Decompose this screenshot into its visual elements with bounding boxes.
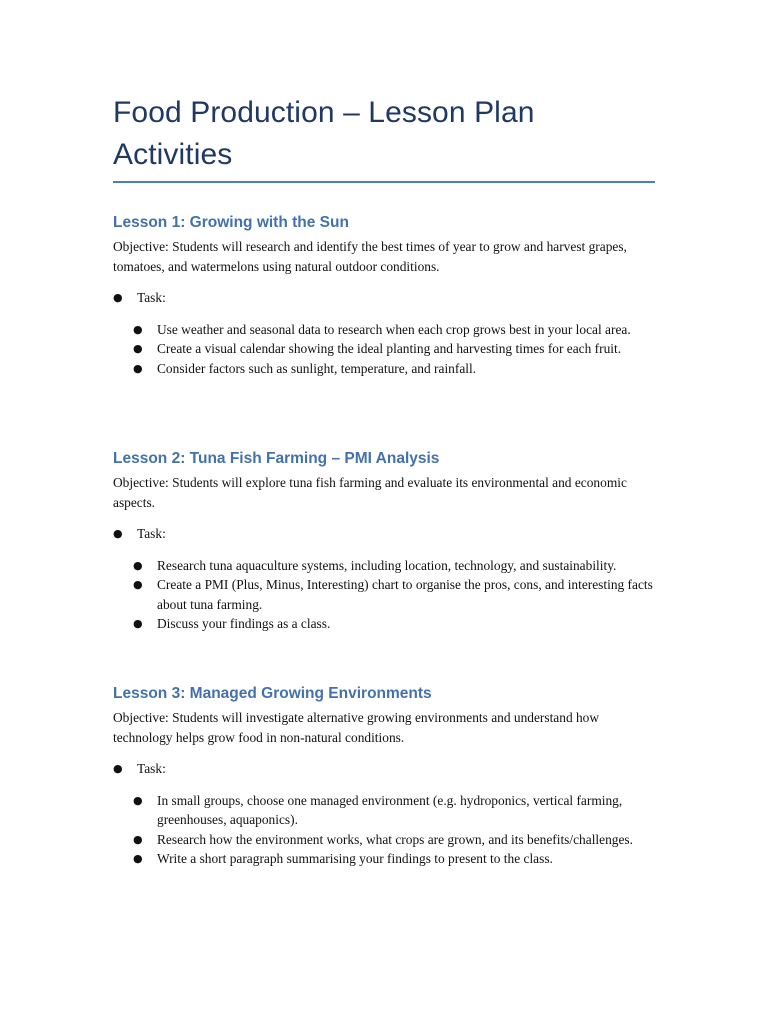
lesson-heading: Lesson 3: Managed Growing Environments xyxy=(113,685,432,702)
subtask-text: Use weather and seasonal data to research when each crop grows best in your local area. xyxy=(157,321,631,337)
list-item xyxy=(133,359,655,379)
task-label: Task: xyxy=(137,761,166,776)
title-line-1: Food Production – Lesson Plan xyxy=(113,96,535,129)
lesson-objective: Objective: Students will explore tuna fish farming and evaluate its environmental and economic aspects. xyxy=(113,475,627,510)
bullet-icon: ● xyxy=(133,793,143,807)
task-item xyxy=(113,524,655,544)
page-title xyxy=(113,92,655,176)
list-item xyxy=(133,575,655,614)
bullet-icon: ● xyxy=(113,762,123,775)
list-item xyxy=(133,320,655,340)
bullet-icon: ● xyxy=(133,322,143,336)
task-list xyxy=(113,759,655,779)
bullet-icon: ● xyxy=(133,832,143,846)
list-item xyxy=(133,791,655,830)
subtask-list xyxy=(113,320,655,379)
task-item xyxy=(113,288,655,308)
lesson-objective: Objective: Students will investigate alternative growing environments and understand how technology helps grow food in non-natural conditions. xyxy=(113,710,600,745)
task-item xyxy=(113,759,655,779)
bullet-icon: ● xyxy=(133,578,143,591)
lesson-heading: Lesson 2: Tuna Fish Farming – PMI Analysis xyxy=(113,450,440,467)
subtask-text: Create a visual calendar showing the ideal planting and harvesting times for each fruit. xyxy=(157,341,622,356)
bullet-icon: ● xyxy=(133,617,143,630)
lesson-objective: Objective: Students will research and identify the best times of year to grow and harvest grapes, tomatoes, and watermelons using natural outdoor conditions. xyxy=(113,239,627,274)
task-label: Task: xyxy=(137,290,166,305)
list-item xyxy=(133,849,655,869)
bullet-icon: ● xyxy=(133,342,143,355)
task-list xyxy=(113,524,655,544)
lesson-heading: Lesson 1: Growing with the Sun xyxy=(113,214,349,231)
task-label: Task: xyxy=(137,526,166,541)
subtask-text: Write a short paragraph summarising your findings to present to the class. xyxy=(157,851,553,866)
title-line-2: Activities xyxy=(113,138,233,171)
list-item xyxy=(133,556,655,576)
list-item xyxy=(133,614,655,634)
subtask-text: Research how the environment works, what crops are grown, and its benefits/challenges. xyxy=(157,831,633,847)
subtask-text: Research tuna aquaculture systems, including location, technology, and sustainability. xyxy=(157,557,617,573)
lesson-3 xyxy=(113,684,655,869)
lesson-1 xyxy=(113,213,655,378)
document-header xyxy=(113,92,655,183)
lesson-2 xyxy=(113,449,655,634)
bullet-icon: ● xyxy=(133,852,143,865)
bullet-icon: ● xyxy=(113,527,123,540)
bullet-icon: ● xyxy=(133,361,143,375)
task-list xyxy=(113,288,655,308)
subtask-text: In small groups, choose one managed environment (e.g. hydroponics, vertical farming, greenhouses, aquaponics). xyxy=(157,792,623,827)
list-item xyxy=(133,830,655,850)
subtask-text: Discuss your findings as a class. xyxy=(157,616,331,631)
bullet-icon: ● xyxy=(113,291,123,304)
list-item xyxy=(133,339,655,359)
subtask-list xyxy=(113,791,655,869)
subtask-list xyxy=(113,556,655,634)
subtask-text: Create a PMI (Plus, Minus, Interesting) chart to organise the pros, cons, and interesting facts about tuna farming. xyxy=(157,577,653,612)
title-divider xyxy=(113,181,655,183)
subtask-text: Consider factors such as sunlight, temperature, and rainfall. xyxy=(157,360,477,376)
bullet-icon: ● xyxy=(133,558,143,572)
